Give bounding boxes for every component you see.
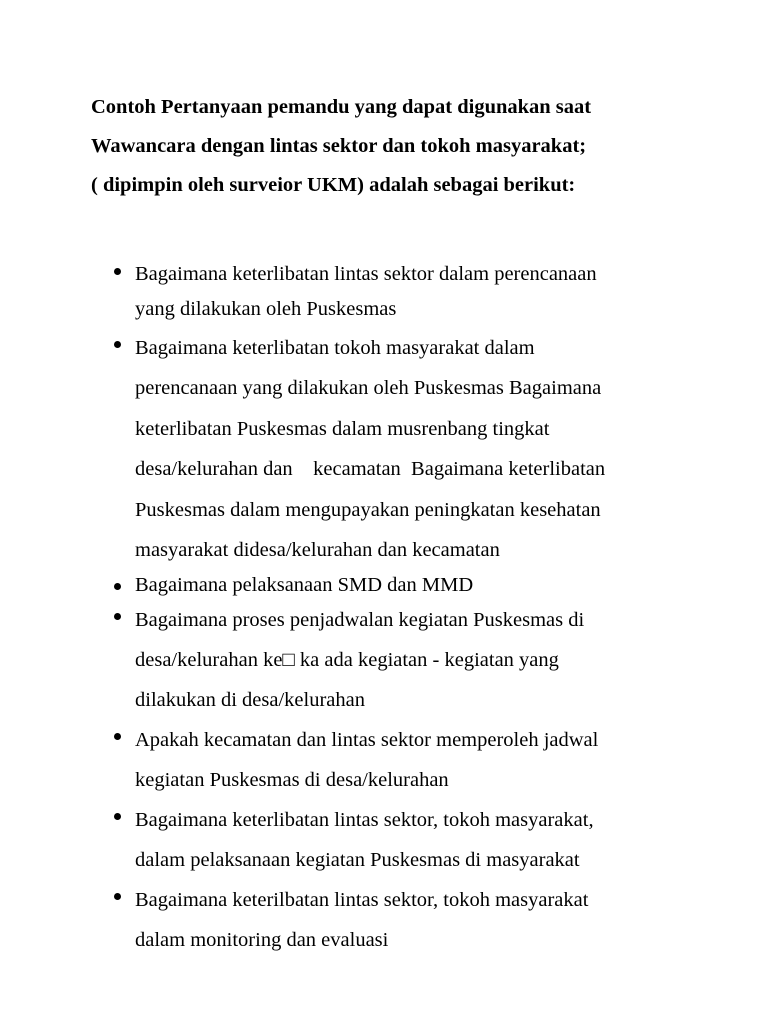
question-item xyxy=(0,600,675,720)
question-text-line: Bagaimana keterilbatan lintas sektor, tokoh masyarakat xyxy=(135,889,589,912)
question-text-line: yang dilakukan oleh Puskesmas xyxy=(135,298,397,320)
question-item xyxy=(0,570,675,600)
question-text-line: Puskesmas dalam mengupayakan peningkatan kesehatan xyxy=(135,498,601,521)
bullet-icon xyxy=(114,268,121,275)
question-item xyxy=(0,880,675,960)
question-list xyxy=(0,254,768,960)
question-item xyxy=(0,720,675,800)
question-item xyxy=(0,800,675,880)
question-text-line: Bagaimana keterlibatan tokoh masyarakat dalam xyxy=(135,337,535,359)
heading-line: Wawancara dengan lintas sektor dan tokoh masyarakat; xyxy=(91,135,587,157)
bullet-icon xyxy=(114,893,121,900)
bullet-icon xyxy=(114,583,121,590)
question-item xyxy=(0,328,675,570)
question-text-line: dalam pelaksanaan kegiatan Puskesmas di masyarakat xyxy=(135,849,580,872)
bullet-icon xyxy=(114,733,121,740)
question-text-line: Apakah kecamatan dan lintas sektor memperoleh jadwal xyxy=(135,729,599,752)
question-text-line: masyarakat didesa/kelurahan dan kecamatan xyxy=(135,539,500,562)
heading-line: Contoh Pertanyaan pemandu yang dapat digunakan saat xyxy=(91,96,592,118)
question-text-line: Bagaimana keterlibatan lintas sektor dalam perencanaan xyxy=(135,263,597,285)
question-text-line: dalam monitoring dan evaluasi xyxy=(135,929,389,952)
bullet-icon xyxy=(114,813,121,820)
bullet-icon xyxy=(114,613,121,620)
question-text-line: dilakukan di desa/kelurahan xyxy=(135,689,365,712)
heading-line: ( dipimpin oleh surveior UKM) adalah sebagai berikut: xyxy=(91,174,576,196)
question-text-line: Bagaimana proses penjadwalan kegiatan Puskesmas di xyxy=(135,609,585,632)
bullet-icon xyxy=(114,341,121,348)
question-text-line: perencanaan yang dilakukan oleh Puskesmas Bagaimana xyxy=(135,377,602,400)
question-text-line: kegiatan Puskesmas di desa/kelurahan xyxy=(135,769,449,792)
question-text-line: desa/kelurahan ke□ ka ada kegiatan - kegiatan yang xyxy=(135,649,559,672)
document-heading xyxy=(91,88,711,205)
question-text-line: keterlibatan Puskesmas dalam musrenbang tingkat xyxy=(135,417,550,440)
question-item xyxy=(0,254,675,328)
question-text-line: Bagaimana pelaksanaan SMD dan MMD xyxy=(135,574,474,597)
question-text-line: Bagaimana keterlibatan lintas sektor, tokoh masyarakat, xyxy=(135,809,594,832)
question-text-line: desa/kelurahan dan kecamatan Bagaimana keterlibatan xyxy=(135,458,606,481)
